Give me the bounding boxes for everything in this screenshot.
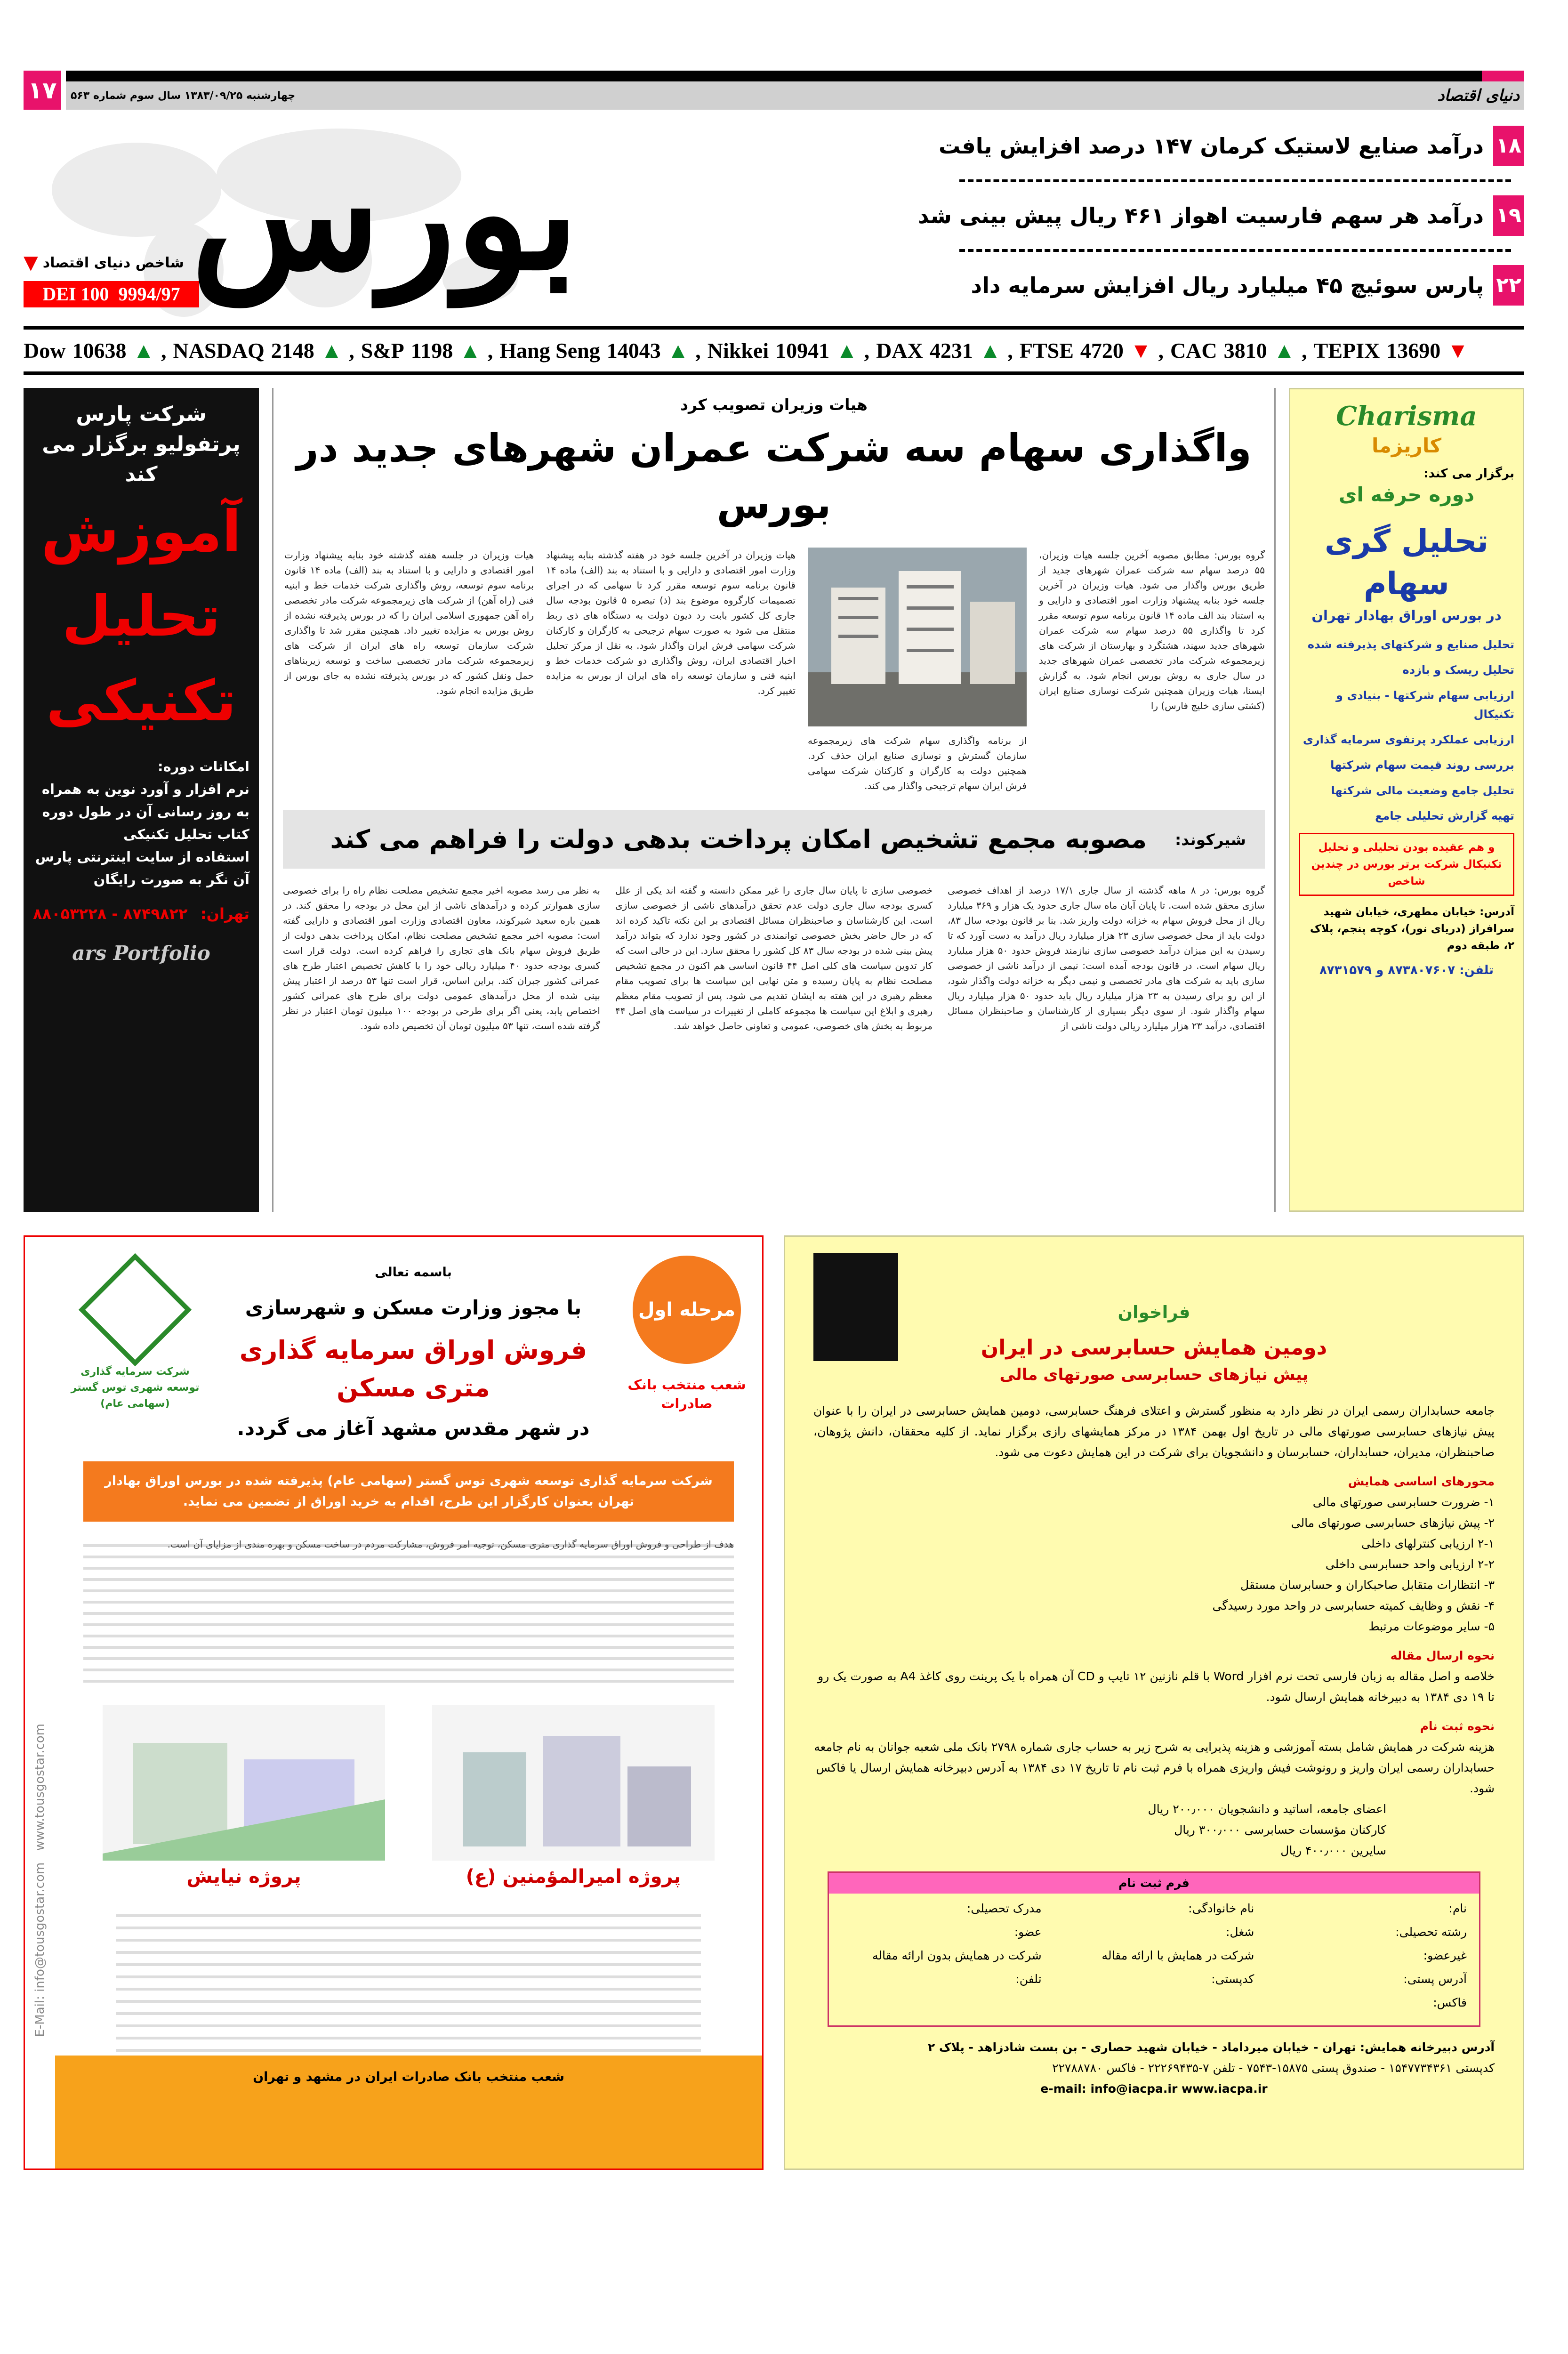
ad-header	[55, 1237, 762, 1443]
list-item: رشته تحصیلی:	[1395, 1925, 1467, 1939]
phone-label: تهران:	[200, 905, 249, 923]
fee-list	[813, 1799, 1495, 1861]
conference-titles	[917, 1253, 1391, 1387]
company-name: شرکت سرمایه گذاری توسعه شهری توس گستر (سهامی عام)	[71, 1366, 200, 1410]
ticker-item: TEPIX	[1313, 339, 1380, 363]
ticker-item: DAX	[876, 339, 923, 363]
web-contact[interactable]: e-mail: info@iacpa.ir www.iacpa.ir	[1040, 2082, 1268, 2096]
top-accent	[1482, 71, 1524, 81]
iacpa-logo	[813, 1253, 898, 1361]
separator: ,	[695, 339, 701, 363]
list-item: ۲- پیش نیازهای حسابرسی صورتهای مالی	[1291, 1516, 1495, 1530]
project-niayesh-render	[103, 1705, 385, 1861]
ad-feature: استفاده از سایت اینترنتی پارس آن نگر به صورت رایگان	[35, 849, 249, 887]
list-item: سایرین ۴۰۰٫۰۰۰ ریال	[1280, 1844, 1386, 1857]
article-column: گروه بورس: مطابق مصوبه آخرین جلسه هیات وزیران، ۵۵ درصد سهام سه شرکت عمران شهرهای جدید از طریق بورس واگذار می شود. هیات وزیران در آخرین جلسه خود بنابه پیشنهاد وزارت امور اقتصادی و دارایی و به استناد بند الف ماده ۱۴ قانون برنامه سوم توسعه مقرر کرد تا واگذاری ۵۵ درصد سهام سه شرکت عمران شهرهای جدید سهند، هشتگرد و بهارستان از شرکت های زیرمجموعه شرکت مادر تخصصی عمران شهرهای جدید در سال جاری به روش بورس انجام شود. به گزارش ایسنا، هیات وزیران همچنین شرکت نوسازی صنایع ایران (کشتی سازی خلیج فارس) را	[1039, 549, 1265, 711]
main-article-area	[272, 388, 1276, 1212]
list-item: اعضای جامعه، اساتید و دانشجویان ۲۰۰٫۰۰۰ ریال	[1148, 1802, 1386, 1816]
separator: ,	[1007, 339, 1013, 363]
ad-feature: کتاب تحلیل تکنیکی	[123, 826, 249, 842]
list-item: آدرس پستی:	[1403, 1972, 1467, 1986]
project-amiralmomenin-render	[432, 1705, 715, 1861]
article2-header	[283, 810, 1265, 869]
list-item: ۱- ضرورت حسابرسی صورتهای مالی	[1312, 1495, 1495, 1509]
article-column: هیات وزیران در جلسه هفته گذشته خود بنابه پیشنهاد وزارت امور اقتصادی و دارایی و با استناد به بند (الف) ماده ۱۴ قانون برنامه سوم توسعه، روش واگذاری شرکت خدمات خط و ابنیه فنی (راه آهن) از شرکت های زیرمجموعه شرکت مادر تخصصی راه آهن جمهوری اسلامی ایران را که در بورس پذیرفته نشده از روش بورس به مزایده تغییر داد. همچنین مقرر شد تا واگذاری شرکت سازمان توسعه راه های ایران از شرکت های زیرمجموعه شرکت مادر تخصصی ساخت و توسعه زیربناهای حمل ونقل کشور که در بورس پذیرفته نشده به جای بورس از طریق مزایده انجام شود.	[284, 549, 534, 696]
dei-index-value: DEI 100 9994/97	[24, 281, 199, 307]
ticker-value: 4231	[929, 339, 973, 363]
triangle-up-icon: ▲	[1273, 339, 1295, 363]
article-column: هیات وزیران در آخرین جلسه خود در هفته گذشته بنابه پیشنهاد وزارت امور اقتصادی و دارایی و با استناد به بند (الف) ماده ۱۴ قانون برنامه سوم توسعه مقرر کرد تا سهامی که در اجرای تصمیمات کارگروه موضوع بند (ذ) تبصره ۵ قانون بودجه سال جاری کل کشور بابت رد دیون دولت به دستگاه های ذی ربط منتقل می شود به صورت سهام ترجیحی به کارگران و کارکنان شرکت سهامی فرش ایران واگذار شود. به نقل از مرکز تحلیل اخبار اقتصادی ایران، روش واگذاری دو شرکت خدمات خط و ابنیه فنی و سازمان توسعه راه های ایران از بورس به مزایده تغییر کرد.	[546, 549, 796, 696]
ad-phone: تلفن: ۸۷۳۸۰۷۶۰۷ و ۸۷۳۱۵۷۹	[1319, 963, 1494, 977]
starburst-block	[626, 1256, 748, 1413]
article-headline[interactable]: مصوبه مجمع تشخیص امکان پرداخت بدهی دولت را فراهم می کند	[330, 824, 1147, 854]
ad-pars-portfolio[interactable]	[24, 388, 259, 1212]
triangle-up-icon: ▲	[836, 339, 858, 363]
bottom-row	[24, 1235, 1524, 2170]
list-item: شرکت در همایش با ارائه مقاله	[1102, 1949, 1254, 1962]
teaser-page-number: ۱۸	[1493, 126, 1524, 166]
publication-logo: دنیای اقتصاد	[1437, 86, 1520, 105]
email: E-Mail: info@tousgostar.com	[33, 1862, 47, 2037]
article2-body	[283, 883, 1265, 1033]
phone-numbers: ۸۷۴۹۸۲۲ - ۸۸۰۵۳۲۲۸	[33, 905, 188, 923]
ad-big-text: آموزش	[41, 499, 241, 564]
bank-note: شعب منتخب بانک صادرات	[627, 1377, 746, 1411]
conference-title: دومین همایش حسابرسی در ایران	[981, 1336, 1327, 1360]
brand-fa: کاریزما	[1371, 434, 1442, 457]
triangle-up-icon: ▲	[321, 339, 343, 363]
article-kicker: هیات وزیران تصویب کرد	[680, 395, 868, 414]
section-title-logo: بورس	[191, 122, 579, 305]
ad-features	[33, 755, 249, 891]
divider	[959, 179, 1511, 182]
article-column: گروه بورس: در ۸ ماهه گذشته از سال جاری ۱۷/۱ درصد از اهداف خصوصی سازی محقق شده است. تا پایان آبان ماه سال جاری حدود یک هزار و ۳۶۹ میلیارد ریال از محل فروش سهام به خزانه دولت واریز شد. بنا بر قانون بودجه سال ۸۳، دولت باید از محل خصوصی سازی ۲۳ هزار میلیارد ریال درآمد به دست آورد که تا رسیدن به این میزان درآمد خصوصی سازی نیازمند فروش حدود ۵۰ هزار میلیارد ریال سهام است. در قانون بودجه آمده است: نیمی از درآمد ناشی از خصوصی سازی باید به شرکت های مادر تخصصی و نیمی دیگر به خزانه دولت واگذار شود، از این رو برای رسیدن به ۲۳ هزار میلیارد ریال باید حدود ۵۰ هزار میلیارد ریال سهام واگذار شود. از سوی دیگر بسیاری از کارشناسان و صاحبنظران مسائل اقتصادی، درآمد ۲۳ هزار میلیارد ریالی دولت ناشی از	[948, 885, 1265, 1032]
masthead-band	[66, 81, 1524, 110]
ad-website[interactable]	[33, 1724, 47, 2037]
section-heading: محورهای اساسی همایش	[1348, 1475, 1495, 1488]
section-heading: نحوه ارسال مقاله	[1390, 1649, 1495, 1662]
middle-row	[24, 388, 1524, 1212]
course-title: تحلیل گری سهام	[1324, 523, 1489, 602]
submit-text: خلاصه و اصل مقاله به زبان فارسی تحت نرم افزار Word با قلم نازنین ۱۲ تایپ و CD آن همراه با یک پرینت روی کاغذ A4 به صورت یک رو تا ۱۹ دی ۱۳۸۴ به دبیرخانه همایش ارسال شود.	[818, 1669, 1495, 1704]
ticker-item: CAC	[1170, 339, 1217, 363]
ticker-value: 2148	[271, 339, 314, 363]
separator: ,	[864, 339, 870, 363]
list-item: کارکنان مؤسسات حسابرسی ۳۰۰٫۰۰۰ ریال	[1174, 1823, 1386, 1837]
teaser-text: پارس سوئیچ ۴۵ میلیارد ریال افزایش سرمایه داد	[971, 273, 1484, 298]
list-item: تلفن:	[1015, 1972, 1042, 1986]
index-label: شاخص دنیای اقتصاد	[42, 254, 185, 271]
ticker-item: FTSE	[1019, 339, 1074, 363]
topic-list	[1299, 635, 1514, 825]
separator: ,	[1302, 339, 1307, 363]
list-item: تحلیل صنایع و شرکتهای پذیرفته شده	[1307, 638, 1514, 651]
top-rule	[66, 71, 1524, 81]
ticker-item: NASDAQ	[173, 339, 265, 363]
ticker-value: 13690	[1386, 339, 1441, 363]
teaser-text: درآمد هر سهم فارسیت اهواز ۴۶۱ ریال پیش بینی شد	[918, 203, 1484, 228]
ticker-item: Hang Seng	[499, 339, 600, 363]
list-item: ۴- نقش و وظایف کمیته حسابرسی در واحد مورد رسیدگی	[1212, 1599, 1495, 1612]
triangle-up-icon: ▲	[667, 339, 689, 363]
list-item: ۲-۱ ارزیابی کنترلهای داخلی	[1361, 1537, 1495, 1550]
teaser[interactable]	[903, 195, 1524, 236]
ad-titles	[215, 1256, 611, 1443]
list-item: تحلیل جامع وضعیت مالی شرکتها	[1331, 784, 1514, 797]
list-item: نام خانوادگی:	[1188, 1902, 1254, 1915]
issue-line: چهارشنبه ۱۳۸۳/۰۹/۲۵ سال سوم شماره ۵۶۳	[71, 89, 296, 102]
list-item: بررسی روند قیمت سهام شرکتها	[1330, 758, 1514, 772]
call-label: فراخوان	[1118, 1302, 1190, 1322]
separator: ,	[487, 339, 493, 363]
triangle-down-icon: ▼	[1130, 339, 1152, 363]
ticker-value: 4720	[1080, 339, 1124, 363]
ad-phones	[33, 905, 249, 923]
list-item: تحلیل ریسک و بازده	[1402, 663, 1514, 677]
ad-audit-conference[interactable]	[784, 1235, 1524, 2170]
masthead	[24, 71, 1524, 110]
company-logo	[69, 1256, 201, 1412]
list-item: ارزیابی سهام شرکتها - بنیادی و تکنیکال	[1336, 689, 1514, 721]
page-number: ۱۷	[24, 71, 61, 110]
photo-column	[808, 548, 1027, 793]
project-name: پروژه امیرالمؤمنین (ع)	[466, 1866, 681, 1887]
ticker-value: 10941	[775, 339, 830, 363]
company-logo-icon	[79, 1253, 192, 1366]
pars-portfolio-logo: ars Portfolio	[72, 942, 210, 965]
registration-form	[828, 1871, 1480, 2027]
article-kicker: شیرکوند:	[1175, 830, 1246, 849]
ticker-item: S&P	[361, 339, 404, 363]
ad-big-text: تحلیل	[62, 584, 221, 649]
triangle-down-icon: ▼	[24, 252, 38, 274]
separator: ,	[1158, 339, 1164, 363]
list-item: ارزیابی عملکرد پرتفوی سرمایه گذاری	[1303, 733, 1514, 746]
ad-title: شرکت پارس پرتفولیو برگزار می کند	[42, 402, 241, 486]
ad-main	[55, 1237, 762, 2169]
section-header	[24, 110, 1524, 322]
ad-footer: شعب منتخب بانک صادرات ایران در مشهد و تهران	[55, 2056, 762, 2169]
divider	[959, 249, 1511, 252]
course-type: دوره حرفه ای	[1338, 483, 1475, 506]
triangle-up-icon: ▲	[133, 339, 154, 363]
ad-housing-bonds[interactable]	[24, 1235, 764, 2170]
teaser[interactable]	[903, 265, 1524, 306]
form-title: فرم ثبت نام	[829, 1873, 1479, 1894]
ad-title: فروش اوراق سرمایه گذاری متری مسکن	[239, 1335, 587, 1403]
article-column: خصوصی سازی تا پایان سال جاری را غیر ممکن دانسته و گفته اند یکی از علل کسری بودجه سال جاری دولت عدم تحقق درآمدهای ناشی از خصوصی سازی است. این کارشناسان و صاحبنظران مسائل اقتصادی بر این نکته تاکید کرده اند که در حال حاضر بخش خصوصی توانمندی در کشور وجود ندارد که بتواند درآمد پیش بینی شده در بودجه سال ۸۳ کل کشور را محقق سازد. این در حالی است که کار تدوین سیاست های کلی اصل ۴۴ قانون اساسی هم اکنون در مجمع تشخیص مصلحت نظام به پایان رسیده و متن نهایی این سیاست ها برای تصویب مقام معظم رهبری در این هفته به ایشان تقدیم می شود. پس از تصویب مقام معظم رهبری و ابلاغ این سیاست ها مجموعه کاملی از تغییرات در سیاست های اصل ۴۴ مربوط به بخش های خصوصی، عمومی و تعاونی حاصل خواهد شد.	[615, 885, 933, 1032]
list-item: شرکت در همایش بدون ارائه مقاله	[872, 1949, 1042, 1962]
brand-en: Charisma	[1336, 401, 1477, 432]
ad-feature: نرم افزار و آورد نوین به همراه به روز رسانی آن در طول دوره	[41, 781, 249, 820]
market-ticker	[24, 326, 1524, 375]
article-column: از برنامه واگذاری سهام شرکت های زیرمجموعه سازمان گسترش و نوسازی صنایع ایران حذف کرد. همچنین دولت به کارگران و کارکنان شرکت سهامی فرش ایران سهام ترجیحی واگذار می کند.	[808, 735, 1027, 791]
list-item: شغل:	[1225, 1925, 1254, 1939]
ad-body: هدف از طراحی و فروش اوراق سرمایه گذاری متری مسکن، توجیه امر فروش، مشارکت مردم در ساخت مسکن و بهره مندی از مزایای آن است.	[83, 1536, 734, 1691]
triangle-up-icon: ▲	[979, 339, 1001, 363]
permit: با مجوز وزارت مسکن و شهرسازی	[245, 1296, 582, 1319]
list-item: غیرعضو:	[1423, 1949, 1467, 1962]
triangle-up-icon: ▲	[459, 339, 481, 363]
ad-details-text	[116, 1905, 701, 2056]
triangle-down-icon: ▼	[1447, 339, 1469, 363]
list-item: ۵- سایر موضوعات مرتبط	[1368, 1620, 1495, 1633]
list-item: کدپستی:	[1211, 1972, 1254, 1986]
ad-banner: شرکت سرمایه گذاری توسعه شهری توس گستر (سهامی عام) پذیرفته شده در بورس اوراق بهادار تهران بعنوان کارگزار این طرح، اقدام به خرید اوراق از تضمین می نماید.	[83, 1461, 734, 1522]
ad-feature: امکانات دوره:	[158, 758, 249, 774]
list-item: فاکس:	[1433, 1996, 1467, 2009]
contact-info: کدپستی ۱۵۴۷۷۳۴۳۶۱ - صندوق پستی ۱۵۸۷۵-۷۵۴۳ - تلفن ۷-۲۲۲۶۹۴۳۵ - فاکس ۲۲۷۸۸۷۸۰	[1052, 2061, 1495, 2075]
teaser-text: درآمد صنایع لاستیک کرمان ۱۴۷ درصد افزایش یافت	[938, 133, 1484, 159]
form-fields	[829, 1894, 1479, 2018]
secretariat-address: آدرس دبیرخانه همایش: تهران - خیابان میرداماد - خیابان شهید حصاری - بن بست شادزاهد - پلاک ۲	[927, 2040, 1495, 2054]
list-item: ۲-۲ ارزیابی واحد حسابرسی داخلی	[1325, 1557, 1495, 1571]
conference-intro: جامعه حسابداران رسمی ایران در نظر دارد به منظور گسترش و اعتلای فرهنگ حسابرسی، دومین همایش حسابرسی در ایران را با عنوان پیش نیازهای حسابرسی صورتهای مالی در تاریخ اول بهمن ۱۳۸۴ در مرکز همایشهای رازی برگزار نماید. از کلیه محققان، دانش پژوهان، صاحبنظران، مدیران، حسابداران، حسابرسان و دانشجویان برای شرکت در این همایش دعوت می شود.	[813, 1404, 1495, 1459]
ticker-value: 3810	[1223, 339, 1267, 363]
starburst-badge: مرحله اول	[633, 1256, 741, 1364]
ticker-value: 1198	[410, 339, 453, 363]
list-item: نام:	[1448, 1902, 1467, 1915]
organizer: برگزار می کند:	[1423, 467, 1514, 481]
ticker-value: 10638	[72, 339, 127, 363]
register-text: هزینه شرکت در همایش شامل بسته آموزشی و هزینه پذیرایی به شرح زیر به حساب جاری شماره ۲۷۹۸ بانک ملی شعبه جوانان به نام جامعه حسابداران رسمی ایران واریز و رونوشت فیش واریزی همراه با فرم ثبت نام تا تاریخ ۱۷ دی ۱۳۸۴ به آدرس دبیرخانه همایش ارسال یا فاکس شود.	[814, 1740, 1495, 1795]
teaser[interactable]	[903, 126, 1524, 166]
list-item: مدرک تحصیلی:	[966, 1902, 1042, 1915]
teaser-page-number: ۱۹	[1493, 195, 1524, 236]
list-item: عضو:	[1014, 1925, 1042, 1939]
bismillah: باسمه تعالی	[375, 1265, 452, 1280]
topic-list	[813, 1492, 1495, 1637]
ticker-item: Dow	[24, 339, 66, 363]
project-name: پروژه نیایش	[186, 1866, 301, 1887]
ad-address: آدرس: خیابان مطهری، خیابان شهید سرافراز (دریای نور)، کوچه پنجم، پلاک ۲، طبقه دوم	[1310, 906, 1514, 952]
article-column: به نظر می رسد مصوبه اخیر مجمع تشخیص مصلحت نظام راه را برای خصوصی سازی هموارتر کرده و درآمدهای ناشی از این محل در بودجه را محقق کند. در همین باره سعید شیرکوند، معاون اقتصادی وزارت امور اقتصادی و دارایی گفته است: مصوبه اخیر مجمع تشخیص مصلحت نظام، امکان پرداخت بدهی دولت از طریق فروش سهام بانک های تجاری را فراهم کرده است. دولت قرار است کسری بودجه حدود ۴۰ میلیارد ریالی خود را با کاهش تخصیص اعتبار طرح های عمرانی کشور جبران کند. براین اساس، قرار است تنها ۵۳ درصد از اعتبار پیش بینی شده از محل درآمدهای عمومی دولت برای طرح های عمرانی کشور اختصاص یابد، یعنی اگر برای طرحی در بودجه ۱۰۰ میلیون تومان اعتبار در نظر گرفته شده است، تنها ۵۳ میلیون تومان آن تخصیص داده شود.	[283, 885, 601, 1032]
ticker-item: Nikkei	[707, 339, 769, 363]
article-headline[interactable]: واگذاری سهام سه شرکت عمران شهرهای جدید در بورس	[296, 426, 1252, 527]
ad-highlight: و هم عقیده بودن تحلیلی و تحلیل تکنیکال شرکت برتر بورس در چندین شاخص	[1299, 833, 1514, 896]
teaser-page-number: ۲۲	[1493, 265, 1524, 306]
ad-website-strip	[25, 1237, 55, 2169]
conference-subtitle: پیش نیازهای حسابرسی صورتهای مالی	[999, 1365, 1309, 1384]
index-label-row	[24, 252, 199, 274]
apartment-buildings-photo	[808, 548, 1027, 726]
list-item: تهیه گزارش تحلیلی جامع	[1375, 809, 1514, 822]
conference-header	[813, 1253, 1495, 1387]
ad-charisma[interactable]	[1289, 388, 1524, 1212]
section-heading: نحوه ثبت نام	[1420, 1719, 1495, 1733]
teasers	[903, 110, 1524, 322]
separator: ,	[349, 339, 354, 363]
course-subtitle: در بورس اوراق بهادار تهران	[1311, 607, 1502, 623]
ad-big-text: تکنیکی	[46, 669, 236, 734]
ad-subtitle: در شهر مقدس مشهد آغاز می گردد.	[237, 1417, 590, 1440]
list-item: ۳- انتظارات متقابل صاحبکاران و حسابرسان مستقل	[1240, 1578, 1495, 1592]
ticker-value: 14043	[606, 339, 661, 363]
separator: ,	[161, 339, 167, 363]
project-images	[55, 1705, 762, 1891]
article-body	[283, 548, 1265, 793]
website: www.tousgostar.com	[33, 1723, 47, 1851]
masthead-bars	[66, 71, 1524, 110]
